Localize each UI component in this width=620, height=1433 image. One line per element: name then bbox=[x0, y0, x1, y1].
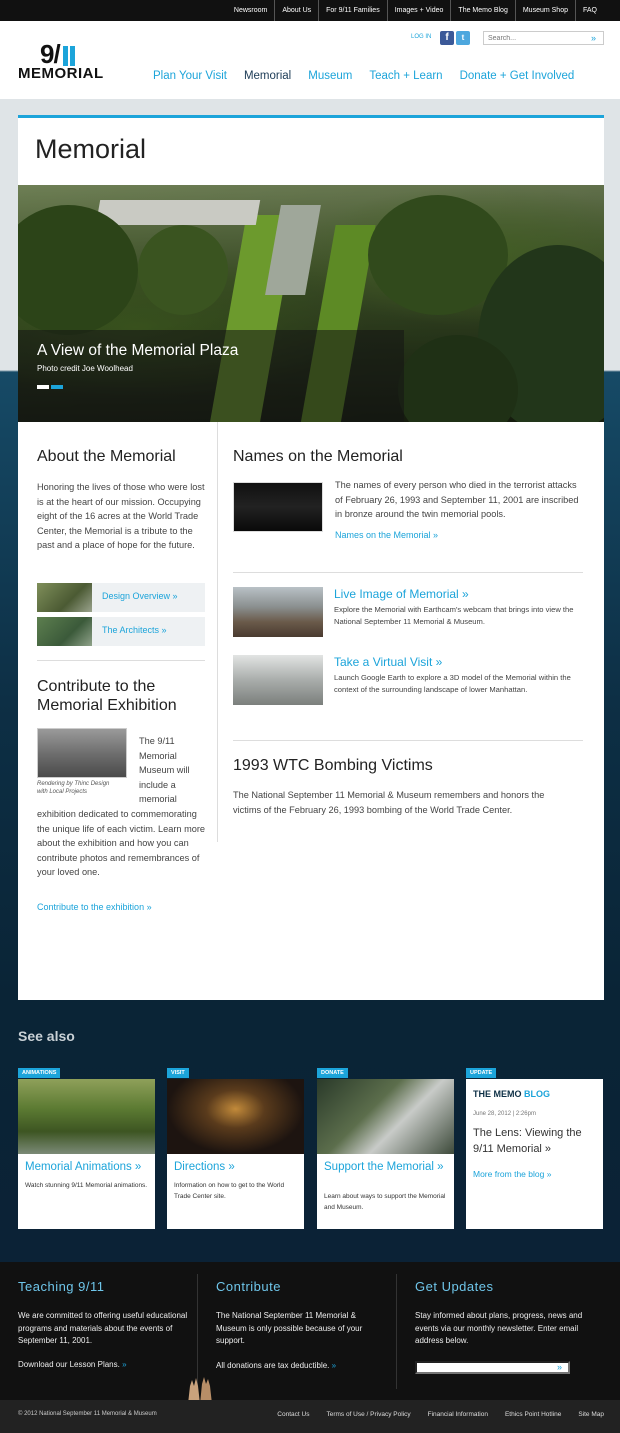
names-heading: Names on the Memorial bbox=[233, 448, 403, 465]
architects-thumbnail bbox=[37, 617, 92, 646]
utility-link-about[interactable]: About Us bbox=[274, 0, 318, 21]
live-image-thumbnail[interactable] bbox=[233, 587, 323, 637]
hero-title: A View of the Memorial Plaza bbox=[37, 342, 239, 359]
login-link[interactable]: LOG IN bbox=[411, 34, 432, 40]
names-link[interactable]: Names on the Memorial » bbox=[335, 530, 439, 540]
architects-label: The Architects » bbox=[102, 625, 167, 635]
virtual-visit-thumbnail[interactable] bbox=[233, 655, 323, 705]
footer-updates-text: Stay informed about plans, progress, news and events via our monthly newsletter. Enter email address below. bbox=[415, 1311, 583, 1345]
memo-blog-logo: THE MEMO BLOG bbox=[473, 1089, 550, 1099]
bombing-heading: 1993 WTC Bombing Victims bbox=[233, 757, 433, 774]
left-column bbox=[18, 422, 218, 877]
design-overview-label: Design Overview » bbox=[102, 591, 178, 601]
contribute-heading: Contribute to the Memorial Exhibition bbox=[37, 678, 177, 714]
nav-donate[interactable]: Donate + Get Involved bbox=[459, 70, 575, 82]
slide-dot-1[interactable] bbox=[37, 385, 49, 389]
card-title: Directions » bbox=[174, 1161, 235, 1173]
content-panel bbox=[18, 115, 604, 1000]
blog-post-title[interactable]: The Lens: Viewing the 9/11 Memorial » bbox=[473, 1127, 582, 1155]
animations-image bbox=[18, 1079, 155, 1154]
names-thumbnail[interactable] bbox=[233, 482, 323, 532]
design-overview-link[interactable] bbox=[37, 583, 205, 612]
nav-plan-your-visit[interactable]: Plan Your Visit bbox=[153, 70, 227, 82]
utility-link-families[interactable]: For 9/11 Families bbox=[318, 0, 387, 21]
directions-image bbox=[167, 1079, 304, 1154]
architects-link[interactable] bbox=[37, 617, 205, 646]
exhibition-caption: Rendering by Thinc Design with Local Projects bbox=[37, 781, 110, 795]
footer-links bbox=[260, 1411, 604, 1418]
site-footer bbox=[0, 1262, 620, 1400]
card-text: Watch stunning 9/11 Memorial animations. bbox=[25, 1182, 148, 1189]
slideshow-dots bbox=[37, 385, 65, 389]
live-image-link[interactable]: Live Image of Memorial » bbox=[334, 587, 469, 601]
footer-teaching-text: We are committed to offering useful educational programs and materials about the events of September 11, 2001. bbox=[18, 1311, 188, 1345]
utility-link-faq[interactable]: FAQ bbox=[575, 0, 604, 21]
memorial-logo[interactable] bbox=[18, 39, 114, 83]
hero-caption bbox=[18, 330, 404, 422]
names-text: The names of every person who died in the terrorist attacks of February 26, 1993 and September 11, 2001 are inscribed in bronze around the twin memorial pools. bbox=[335, 480, 579, 519]
footer-contribute-heading: Contribute bbox=[216, 1279, 281, 1294]
footer-divider bbox=[197, 1274, 198, 1389]
card-text: Learn about ways to support the Memorial and Museum. bbox=[324, 1193, 446, 1211]
card-tag: ANIMATIONS bbox=[18, 1068, 60, 1078]
facebook-icon[interactable]: f bbox=[440, 31, 454, 45]
blog-date: June 28, 2012 | 2:26pm bbox=[473, 1111, 536, 1117]
utility-bar bbox=[0, 0, 620, 21]
copyright: © 2012 National September 11 Memorial & Museum bbox=[18, 1411, 157, 1417]
footer-divider bbox=[396, 1274, 397, 1389]
newsletter-submit-button[interactable]: » bbox=[557, 1362, 563, 1372]
search-submit-button[interactable]: » bbox=[591, 33, 597, 43]
card-directions[interactable] bbox=[167, 1070, 304, 1229]
search-input[interactable] bbox=[483, 31, 604, 45]
logo-number: 9/ bbox=[40, 39, 60, 69]
more-blog-link[interactable]: More from the blog » bbox=[473, 1169, 552, 1179]
footer-link-terms[interactable]: Terms of Use / Privacy Policy bbox=[326, 1411, 411, 1418]
bottom-bar bbox=[0, 1400, 620, 1433]
lesson-plans-link[interactable]: Download our Lesson Plans. » bbox=[18, 1360, 127, 1369]
footer-contribute bbox=[216, 1262, 386, 1388]
nav-memorial[interactable]: Memorial bbox=[243, 70, 292, 82]
nav-museum[interactable]: Museum bbox=[308, 70, 353, 82]
card-text: Information on how to get to the World Trade Center site. bbox=[174, 1182, 285, 1200]
card-blog[interactable] bbox=[466, 1070, 603, 1229]
footer-link-sitemap[interactable]: Site Map bbox=[578, 1411, 604, 1418]
slide-dot-2[interactable] bbox=[51, 385, 63, 389]
bombing-text: The National September 11 Memorial & Museum remembers and honors the victims of the February 26, 1993 bombing of the World Trade Center. bbox=[233, 790, 545, 815]
card-title: Memorial Animations » bbox=[25, 1161, 142, 1173]
utility-link-images[interactable]: Images + Video bbox=[387, 0, 451, 21]
card-animations[interactable] bbox=[18, 1070, 155, 1229]
footer-link-financial[interactable]: Financial Information bbox=[427, 1411, 488, 1418]
utility-link-blog[interactable]: The Memo Blog bbox=[450, 0, 514, 21]
support-image bbox=[317, 1079, 454, 1154]
twitter-icon[interactable]: t bbox=[456, 31, 470, 45]
live-image-text: Explore the Memorial with Earthcam's webcam that brings into view the National September 11 Memorial & Museum. bbox=[334, 605, 574, 626]
logo-word: MEMORIAL bbox=[18, 65, 104, 82]
card-title: Support the Memorial » bbox=[324, 1161, 444, 1173]
footer-link-contact[interactable]: Contact Us bbox=[277, 1411, 310, 1418]
utility-link-newsroom[interactable]: Newsroom bbox=[233, 7, 268, 14]
footer-contribute-text: The National September 11 Memorial & Museum is only possible because of your support. bbox=[216, 1311, 363, 1345]
contribute-exhibition-link[interactable]: Contribute to the exhibition » bbox=[37, 902, 152, 912]
utility-link-shop[interactable]: Museum Shop bbox=[515, 0, 575, 21]
contribute-text: exhibition dedicated to commemorating the unique life of each victim. Learn more about the exhibition and how you can contribute photos and remembrances of your loved one. bbox=[37, 809, 206, 877]
footer-link-ethics[interactable]: Ethics Point Hotline bbox=[504, 1411, 562, 1418]
virtual-visit-link[interactable]: Take a Virtual Visit » bbox=[334, 655, 443, 669]
main-nav bbox=[153, 70, 574, 82]
exhibition-rendering-image bbox=[37, 728, 127, 778]
footer-teaching bbox=[18, 1262, 188, 1388]
hero-slideshow[interactable] bbox=[18, 185, 604, 422]
donations-link[interactable]: All donations are tax deductible. » bbox=[216, 1361, 337, 1370]
card-support[interactable] bbox=[317, 1070, 454, 1229]
card-tag: DONATE bbox=[317, 1068, 348, 1078]
page-title: Memorial bbox=[35, 134, 147, 164]
nav-teach-learn[interactable]: Teach + Learn bbox=[369, 70, 443, 82]
newsletter-email-input[interactable] bbox=[415, 1361, 570, 1374]
divider bbox=[37, 660, 205, 661]
utility-links bbox=[227, 0, 604, 21]
see-also-heading: See also bbox=[18, 1028, 75, 1044]
hero-credit: Photo credit Joe Woolhead bbox=[37, 364, 133, 373]
divider bbox=[233, 572, 583, 573]
about-heading: About the Memorial bbox=[37, 448, 176, 465]
design-overview-thumbnail bbox=[37, 583, 92, 612]
contribute-text-side: The 9/11 Memorial Museum will include a memorial bbox=[139, 736, 190, 804]
footer-teaching-heading: Teaching 9/11 bbox=[18, 1279, 105, 1294]
card-tag: VISIT bbox=[167, 1068, 189, 1078]
virtual-visit-text: Launch Google Earth to explore a 3D model of the Memorial within the context of the surrounding landscape of lower Manhattan. bbox=[334, 673, 571, 694]
card-tag: UPDATE bbox=[466, 1068, 496, 1078]
divider bbox=[233, 740, 583, 741]
footer-updates-heading: Get Updates bbox=[415, 1279, 494, 1294]
site-header bbox=[0, 21, 620, 99]
about-text: Honoring the lives of those who were lost is at the heart of our mission. Occupying eight of the 16 acres at the World Trade Center, the Memorial is a tribute to the past and a place of hope for the future. bbox=[37, 482, 205, 550]
